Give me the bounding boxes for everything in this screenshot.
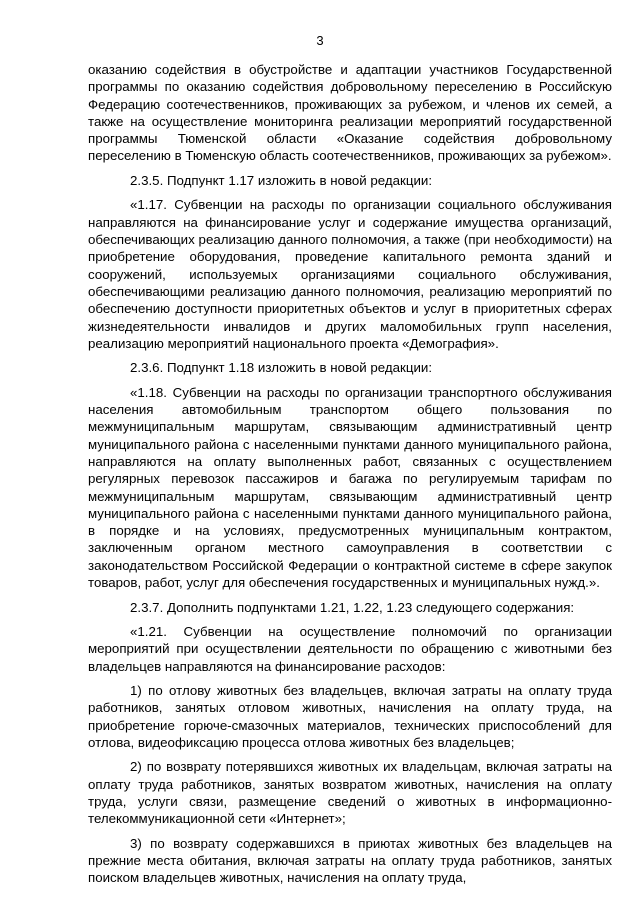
paragraph-item-2-3-7: 2.3.7. Дополнить подпунктами 1.21, 1.22, 1.23 следующего содержания:	[130, 599, 575, 615]
paragraph-subitem-3: 3) по возврату содержавшихся в приютах животных без владельцев на прежние места обитания, включая затраты на оплату труда работников, занятых поиском владельцев животных, начисления на оплату труда,	[88, 835, 612, 886]
paragraph-subitem-2: 2) по возврату потерявшихся животных их владельцам, включая затраты на оплату труда работников, занятых возвратом животных, начисления на оплату труда, услуги связи, размещение сведений о животных в информационно-телекоммуникационной сети «Интернет»;	[88, 759, 612, 827]
document-body	[88, 61, 612, 894]
paragraph-clause-1-21: «1.21. Субвенции на осуществление полномочий по организации мероприятий при осуществлении деятельности по обращению с животными без владельцев направляются на финансирование расходов:	[88, 624, 612, 674]
paragraph-item-2-3-6: 2.3.6. Подпункт 1.18 изложить в новой редакции:	[130, 360, 433, 376]
paragraph-item-2-3-5: 2.3.5. Подпункт 1.17 изложить в новой редакции:	[130, 172, 433, 188]
page-number: 3	[316, 33, 324, 48]
paragraph-subitem-1: 1) по отлову животных без владельцев, включая затраты на оплату труда работников, занятых отловом животных, начисления на оплату труда, на приобретение горюче-смазочных материалов, технических приспособлений для отлова, видеофиксацию процесса отлова животных без владельцев;	[88, 683, 612, 750]
paragraph-continuation: оказанию содействия в обустройстве и адаптации участников Государственной программы по оказанию содействия добровольному переселению в Российскую Федерацию соотечественников, проживающих за рубежом, и членов их семей, а также на осуществление мониторинга реализации мероприятий государственной программы Тюменской области «Оказание содействия добровольному переселению в Тюменскую область соотечественников, проживающих за рубежом».	[88, 62, 612, 164]
paragraph-clause-1-17: «1.17. Субвенции на расходы по организации социального обслуживания направляются на финансирование услуг и содержание имущества организаций, обеспечивающих реализацию данного полномочия, а также (при необходимости) на приобретение оборудования, проведение капитального ремонта зданий и сооружений, используемых организациями социального обслуживания, обеспечивающими реализацию данного полномочия, реализацию мероприятий по обеспечению доступности приоритетных объектов и услуг в приоритетных сферах жизнедеятельности инвалидов и других маломобильных групп населения, реализацию мероприятий национального проекта «Демография».	[88, 197, 612, 351]
paragraph-clause-1-18: «1.18. Субвенции на расходы по организации транспортного обслуживания населения автомобильным транспортом общего пользования по межмуниципальным маршрутам, связывающим административный центр муниципального района с населенными пунктами данного муниципального района, направляются на оплату выполненных работ, связанных с осуществлением регулярных перевозок пассажиров и багажа по регулируемым тарифам по межмуниципальным маршрутам, связывающим административный центр муниципального района с населенными пунктами данного муниципального района, в порядке и на условиях, предусмотренных муниципальным контрактом, заключенным органом местного самоуправления в соответствии с законодательством Российской Федерации о контрактной системе в сфере закупок товаров, работ, услуг для обеспечения государственных и муниципальных нужд.».	[88, 384, 612, 591]
